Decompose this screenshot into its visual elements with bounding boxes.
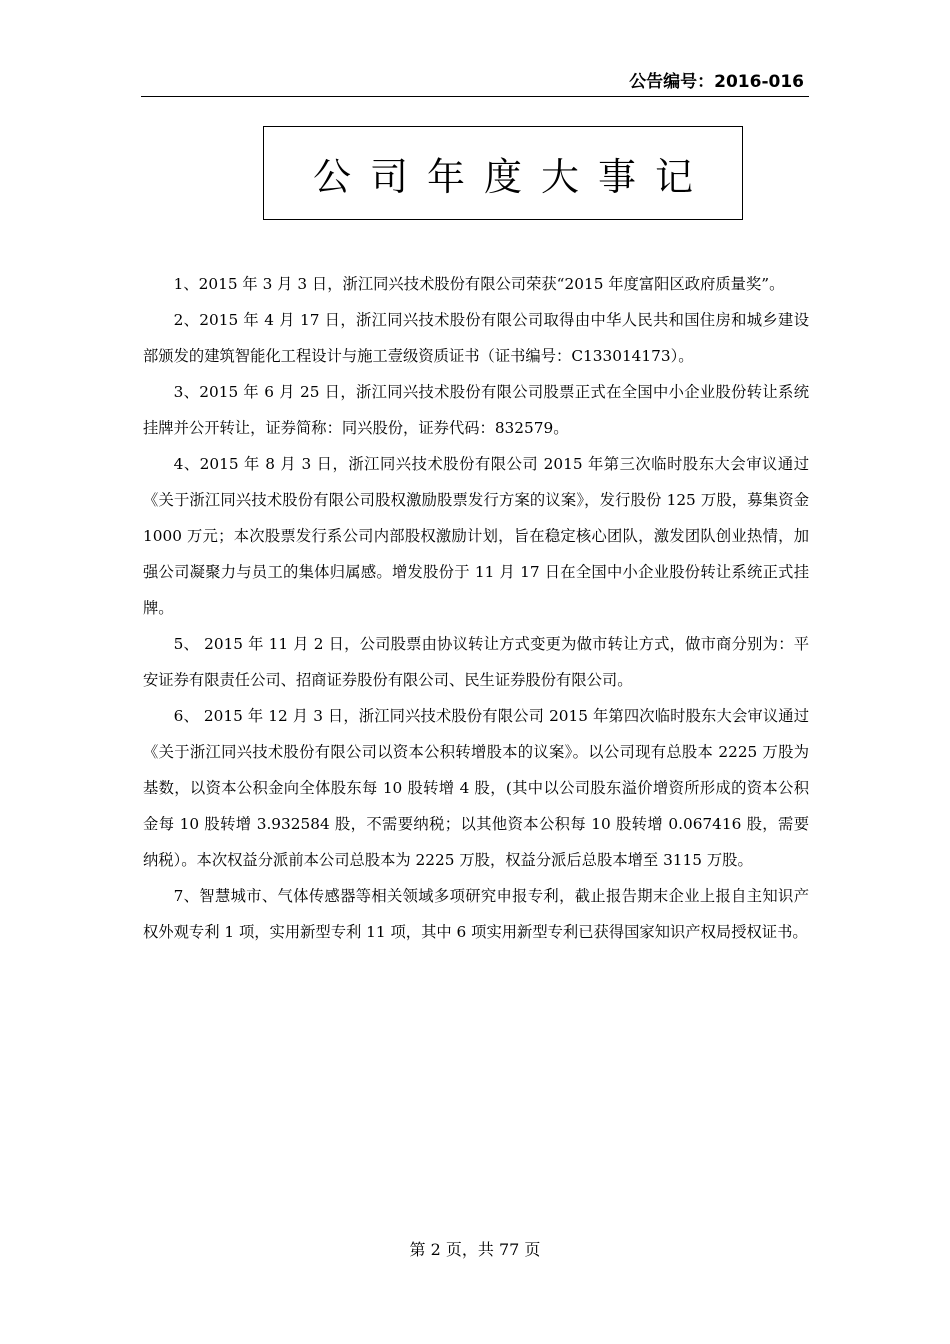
header-divider <box>141 96 809 97</box>
event-paragraph: 6、 2015 年 12 月 3 日，浙江同兴技术股份有限公司 2015 年第四次临时股东大会审议通过《关于浙江同兴技术股份有限公司以资本公积转增股本的议案》。以公司现有总股本 2225 万股为基数，以资本公积金向全体股东每 10 股转增 4 股，(其中以公司股东溢价增资所形成的资本公积金每 10 股转增 3.932584 股，不需要纳税；以其他资本公积每 10 股转增 0.067416 股，需要纳税）。本次权益分派前本公司总股本为 2225 万股，权益分派后总股本增至 3115 万股。 <box>143 707 809 869</box>
event-paragraph: 2、2015 年 4 月 17 日，浙江同兴技术股份有限公司取得由中华人民共和国住房和城乡建设部颁发的建筑智能化工程设计与施工壹级资质证书（证书编号：C133014173）。 <box>143 311 809 365</box>
page-title: 公司年度大事记 <box>312 154 712 199</box>
event-paragraph: 7、智慧城市、气体传感器等相关领域多项研究申报专利，截止报告期末企业上报自主知识产权外观专利 1 项，实用新型专利 11 项，其中 6 项实用新型专利已获得国家知识产权局授权证书。 <box>143 887 809 941</box>
announcement-number: 公告编号：2016-016 <box>629 72 804 92</box>
title-box <box>263 126 743 220</box>
page-footer: 第 2 页，共 77 页 <box>409 1240 541 1259</box>
event-paragraph: 3、2015 年 6 月 25 日，浙江同兴技术股份有限公司股票正式在全国中小企业股份转让系统挂牌并公开转让，证券简称：同兴股份，证券代码：832579。 <box>143 383 809 437</box>
event-paragraph: 1、2015 年 3 月 3 日，浙江同兴技术股份有限公司荣获“2015 年度富阳区政府质量奖”。 <box>173 275 785 293</box>
events-list <box>143 266 809 950</box>
event-paragraph: 5、 2015 年 11 月 2 日，公司股票由协议转让方式变更为做市转让方式，做市商分别为：平安证券有限责任公司、招商证券股份有限公司、民生证券股份有限公司。 <box>143 635 809 689</box>
event-paragraph: 4、2015 年 8 月 3 日，浙江同兴技术股份有限公司 2015 年第三次临时股东大会审议通过《关于浙江同兴技术股份有限公司股权激励股票发行方案的议案》，发行股份 125 万股，募集资金 1000 万元；本次股票发行系公司内部股权激励计划，旨在稳定核心团队，激发团队创业热情，加强公司凝聚力与员工的集体归属感。增发股份于 11 月 17 日在全国中小企业股份转让系统正式挂牌。 <box>143 455 809 617</box>
